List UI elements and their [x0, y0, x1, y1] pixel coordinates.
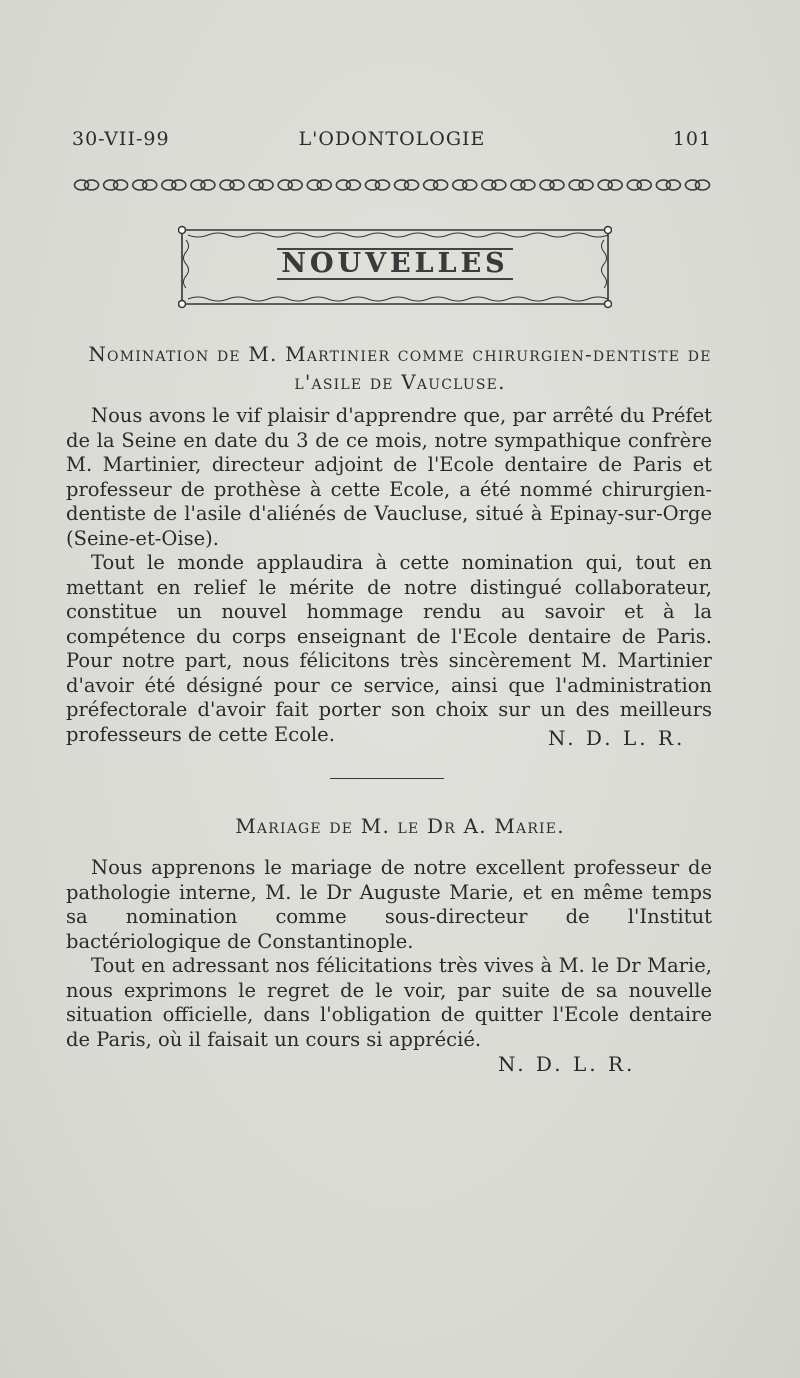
article1-signature: N. D. L. R.	[548, 726, 686, 750]
article2-paragraph: Tout en adressant nos félicitations très vives à M. le Dr Marie, nous exprimons le regret de le voir, par suite de sa nouvelle situation officielle, dans l'obligation de quitter l'Ecole dentaire de Paris, où il faisait un cours si apprécié.	[66, 954, 712, 1051]
ornamental-rule-icon	[72, 172, 712, 198]
page-number: 101	[672, 128, 712, 150]
article1-heading-line2: l'asile de Vaucluse.	[294, 370, 506, 394]
article1-heading	[60, 340, 740, 396]
article1-body	[66, 404, 712, 747]
article2-body	[66, 856, 712, 1052]
issue-date: 30-VII-99	[72, 128, 170, 150]
journal-title: L'ODONTOLOGIE	[298, 128, 486, 150]
article2-heading: Mariage de M. le Dr A. Marie.	[235, 814, 565, 838]
article1-heading-line1: Nomination de M. Martinier comme chirurgien-dentiste de	[88, 342, 712, 366]
article1-paragraph: Tout le monde applaudira à cette nomination qui, tout en mettant en relief le mérite de notre distingué collaborateur, constitue un nouvel hommage rendu au savoir et à la compétence du corps enseignant de l'Ecole dentaire de Paris. Pour notre part, nous félicitons très sincèrement M. Martinier d'avoir été désigné pour ce service, ainsi que l'administration préfectorale d'avoir fait porter son choix sur un des meilleurs professeurs de cette Ecole.	[66, 551, 712, 746]
section-title: NOUVELLES	[178, 248, 612, 280]
section-title-frame	[178, 222, 612, 312]
article1-paragraph: Nous avons le vif plaisir d'apprendre que, par arrêté du Préfet de la Seine en date du 3 de ce mois, notre sympathique confrère M. Martinier, directeur adjoint de l'Ecole dentaire de Paris et professeur de prothèse à cette Ecole, a été nommé chirurgien-dentiste de l'asile d'aliénés de Vaucluse, situé à Epinay-sur-Orge (Seine-et-Oise).	[66, 404, 712, 550]
article2-signature: N. D. L. R.	[498, 1052, 636, 1076]
article2-paragraph: Nous apprenons le mariage de notre excellent professeur de pathologie interne, M. le Dr Auguste Marie, et en même temps sa nomination comme sous-directeur de l'Institut bactériologique de Constantinople.	[66, 856, 712, 953]
running-head	[72, 128, 712, 156]
article-separator	[330, 778, 444, 779]
